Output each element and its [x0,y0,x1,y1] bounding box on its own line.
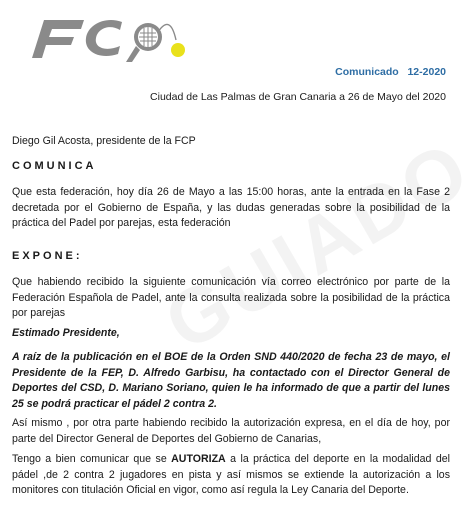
comunicado-number: Comunicado 12-2020 [335,66,446,78]
place-date: Ciudad de Las Palmas de Gran Canaria a 26 de Mayo del 2020 [150,91,446,103]
quoted-message: A raíz de la publicación en el BOE de la Orden SND 440/2020 de fecha 23 de mayo, el Presidente de la FEP, D. Alfredo Garbisu, ha contactado con el Director General de Deportes del CSD, D. Mariano Soriano, quien le ha informado de que a partir del lunes 25 se podrá practicar el pádel 2 contra 2. [12,351,450,410]
comunica-heading: COMUNICA [12,160,97,172]
autoriza-after: a la práctica del deporte en la modalidad del pádel ,de 2 contra 2 jugadores en pista y así mismos se extiende la autorización a los monitores con titulación Oficial en vigor, como así regula la Ley Canaria del Deporte. [12,453,450,496]
expone-heading: EXPONE: [12,250,83,262]
salutation: Estimado Presidente, [12,327,120,339]
autoriza-keyword: AUTORIZA [171,453,226,465]
fcp-logo [26,10,186,66]
autoriza-before: Tengo a bien comunicar que se [12,453,172,465]
comunica-paragraph: Que esta federación, hoy día 26 de Mayo a las 15:00 horas, ante la entrada en la Fase 2 decretada por el Gobierno de España, y las dudas generadas sobre la posibilidad de la práctica del Padel por parejas, esta federación [12,186,450,229]
asimismo-paragraph: Así mismo , por otra parte habiendo recibido la autorización expresa, en el día de hoy, por parte del Director General de Deportes del Gobierno de Canarias, [12,417,450,445]
expone-paragraph: Que habiendo recibido la siguiente comunicación vía correo electrónico por parte de la Federación Española de Padel, ante la consulta realizada sobre la posibilidad de la práctica por parejas [12,276,450,319]
autoriza-paragraph [12,452,450,499]
author-line: Diego Gil Acosta, presidente de la FCP [12,135,196,147]
